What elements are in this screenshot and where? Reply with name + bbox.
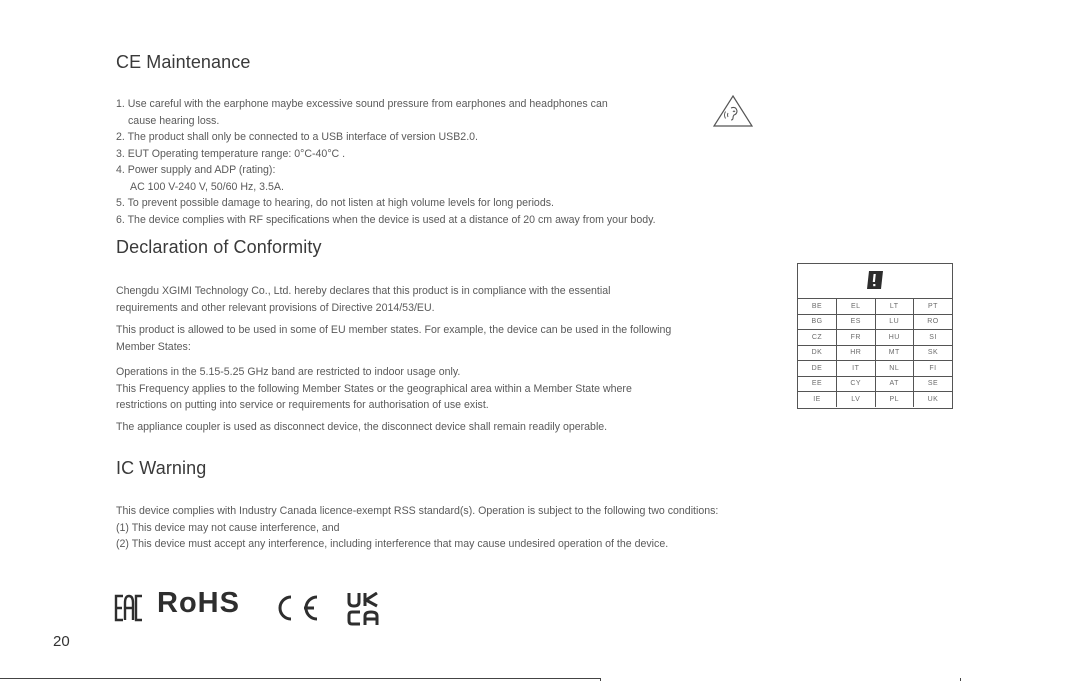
member-states-box bbox=[797, 263, 953, 409]
ce-item-2: 2. The product shall only be connected to a USB interface of version USB2.0. bbox=[116, 131, 478, 143]
text-line: (1) This device may not cause interference, and bbox=[116, 521, 340, 534]
country-row bbox=[798, 345, 952, 361]
text-line: Member States: bbox=[116, 340, 191, 353]
declaration-paragraph-2 bbox=[116, 322, 671, 355]
country-code: HR bbox=[837, 345, 876, 361]
member-states-table bbox=[798, 298, 952, 407]
country-code: UK bbox=[914, 392, 953, 407]
ce-item-3: 3. EUT Operating temperature range: 0°C-40°C . bbox=[116, 147, 346, 160]
text-line: restrictions on putting into service or requirements for authorisation of use exist. bbox=[116, 399, 489, 411]
country-row bbox=[798, 314, 952, 330]
ce-item-6: 6. The device complies with RF specifications when the device is used at a distance of 20 cm away from your body. bbox=[116, 213, 656, 226]
country-code: CZ bbox=[798, 330, 837, 346]
country-row bbox=[798, 392, 952, 407]
text-line: The appliance coupler is used as disconnect device, the disconnect device shall remain readily operable. bbox=[116, 421, 608, 433]
text-line: This device complies with Industry Canada licence-exempt RSS standard(s). Operation is subject to the following two conditions: bbox=[116, 505, 719, 517]
country-code: BG bbox=[798, 314, 837, 330]
country-row bbox=[798, 299, 952, 315]
ic-warning-text bbox=[116, 503, 718, 553]
country-code: BE bbox=[798, 299, 837, 315]
country-code: RO bbox=[914, 314, 953, 330]
country-code: CY bbox=[837, 376, 876, 392]
country-row bbox=[798, 376, 952, 392]
eac-mark-icon bbox=[114, 594, 144, 622]
declaration-heading: Declaration of Conformity bbox=[116, 237, 322, 257]
country-code: HU bbox=[875, 330, 914, 346]
country-code: SE bbox=[914, 376, 953, 392]
ce-item-5: 5. To prevent possible damage to hearing, do not listen at high volume levels for long periods. bbox=[116, 197, 554, 209]
declaration-paragraph-3 bbox=[116, 364, 632, 414]
country-code: FI bbox=[914, 361, 953, 377]
hearing-warning-icon bbox=[712, 94, 754, 128]
text-line: This Frequency applies to the following Member States or the geographical area within a Member State where bbox=[116, 382, 632, 395]
page-number: 20 bbox=[53, 633, 70, 650]
country-row bbox=[798, 361, 952, 377]
country-code: PT bbox=[914, 299, 953, 315]
ce-item-1: 1. Use careful with the earphone maybe excessive sound pressure from earphones and headphones can bbox=[116, 98, 608, 110]
country-code: SK bbox=[914, 345, 953, 361]
country-code: IE bbox=[798, 392, 837, 407]
ce-item-4-continued: AC 100 V-240 V, 50/60 Hz, 3.5A. bbox=[130, 180, 284, 193]
ce-maintenance-list bbox=[116, 96, 656, 228]
country-code: ES bbox=[837, 314, 876, 330]
country-code: NL bbox=[875, 361, 914, 377]
country-code: LT bbox=[875, 299, 914, 315]
text-line: Operations in the 5.15-5.25 GHz band are restricted to indoor usage only. bbox=[116, 366, 461, 378]
country-code: LU bbox=[875, 314, 914, 330]
country-code: FR bbox=[837, 330, 876, 346]
country-code: AT bbox=[875, 376, 914, 392]
country-code: PL bbox=[875, 392, 914, 407]
country-row bbox=[798, 330, 952, 346]
country-code: DE bbox=[798, 361, 837, 377]
country-code: EE bbox=[798, 376, 837, 392]
text-line: requirements and other relevant provisions of Directive 2014/53/EU. bbox=[116, 301, 435, 314]
ce-mark-icon bbox=[273, 594, 319, 622]
ic-warning-heading: IC Warning bbox=[116, 458, 207, 478]
text-line: This product is allowed to be used in some of EU member states. For example, the device can be used in the following bbox=[116, 324, 672, 336]
declaration-paragraph-1 bbox=[116, 283, 610, 316]
ce-item-4: 4. Power supply and ADP (rating): bbox=[116, 164, 276, 176]
country-code: MT bbox=[875, 345, 914, 361]
bottom-rule bbox=[0, 678, 600, 679]
country-code: LV bbox=[837, 392, 876, 407]
rohs-mark: RoHS bbox=[157, 587, 240, 619]
ukca-mark-icon bbox=[346, 592, 380, 626]
country-code: EL bbox=[837, 299, 876, 315]
ce-maintenance-heading: CE Maintenance bbox=[116, 52, 251, 72]
restriction-alert-icon bbox=[864, 270, 886, 290]
country-code: DK bbox=[798, 345, 837, 361]
text-line: (2) This device must accept any interference, including interference that may cause undesired operation of the device. bbox=[116, 538, 669, 550]
declaration-paragraph-4 bbox=[116, 419, 607, 436]
ce-item-1-continued: cause hearing loss. bbox=[128, 114, 220, 127]
country-code: SI bbox=[914, 330, 953, 346]
text-line: Chengdu XGIMI Technology Co., Ltd. hereby declares that this product is in compliance with the essential bbox=[116, 285, 611, 297]
country-code: IT bbox=[837, 361, 876, 377]
